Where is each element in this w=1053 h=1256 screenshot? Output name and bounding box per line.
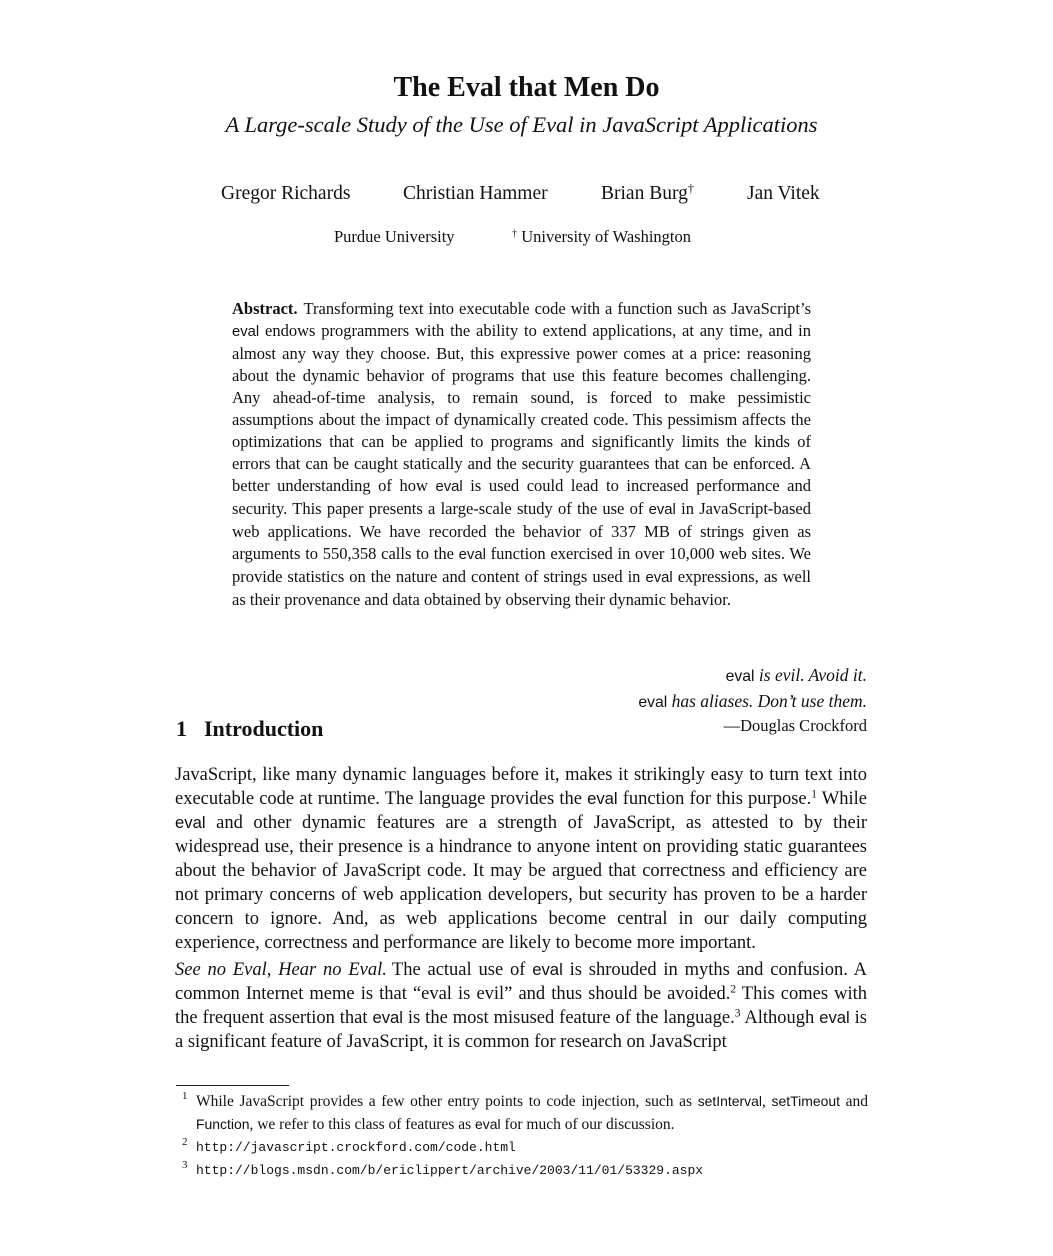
paragraph: [175, 763, 867, 955]
text-run: and: [839, 1093, 868, 1110]
code-term: eval: [645, 570, 673, 586]
footnote-rule: [176, 1085, 289, 1086]
paper-subtitle: A Large-scale Study of the Use of Eval in JavaScript Applications: [225, 112, 818, 137]
text-run: This comes with the frequent assertion that: [175, 984, 867, 1028]
code-term: setInterval: [697, 1093, 763, 1109]
affiliation: Purdue University: [334, 227, 455, 246]
footnote-mark: 3: [182, 1159, 188, 1171]
footnote-ref: 1: [811, 788, 817, 801]
code-term: eval: [175, 813, 206, 832]
code-term: eval: [458, 547, 486, 563]
epigraph-line: eval is evil. Avoid it.: [725, 665, 867, 685]
code-term: eval: [532, 960, 563, 979]
text-run: Transforming text into executable code with a function such as JavaScript’s: [303, 299, 811, 318]
text-run: JavaScript, like many dynamic languages before it, makes it strikingly easy to turn text into executable code at runtime. The language provides the: [175, 765, 867, 809]
url-text: http://blogs.msdn.com/b/ericlippert/archive/2003/11/01/53329.aspx: [196, 1163, 704, 1178]
footnote: [180, 1159, 868, 1182]
text-run: and other dynamic features are a strength of JavaScript, as attested to by their widespread use, their presence is a hindrance to anyone intent on providing static guarantees about the behavior of JavaScript code. It may be argued that correctness and efficiency are not primary concerns of web application developers, but security has proven to be a harder concern to ignore. And, as web applications become central in our daily computing experience, correctness and performance are likely to become more important.: [175, 813, 867, 953]
abstract: [232, 298, 811, 611]
footnote-mark: 2: [182, 1136, 188, 1148]
paragraph-runin-heading: See no Eval, Hear no Eval.: [175, 960, 387, 980]
code-term: eval: [475, 1116, 501, 1132]
code-term: eval: [587, 789, 618, 808]
footnote-ref: 2: [730, 983, 737, 996]
url-text: http://javascript.crockford.com/code.html: [196, 1140, 516, 1155]
section-number: 1: [176, 716, 187, 741]
text-run: expressions, as well as their provenance and data obtained by observing their dynamic behavior.: [232, 567, 811, 609]
footnote: [180, 1136, 868, 1159]
code-term: eval: [232, 324, 260, 340]
code-term: setTimeout: [771, 1093, 840, 1109]
paragraph: [175, 958, 867, 1054]
text-run: is shrouded in myths and confusion. A common Internet meme is that “eval is evil” and thus should be avoided.: [175, 960, 867, 1004]
text-run: for much of our discussion.: [500, 1116, 675, 1133]
footnote: [180, 1090, 868, 1136]
text-run: While JavaScript provides a few other entry points to code injection, such as: [196, 1093, 698, 1110]
affiliation: † University of Washington: [512, 227, 692, 246]
text-run: is the most misused feature of the language.: [402, 1008, 735, 1028]
text-run: function exercised in over 10,000 web sites. We provide statistics on the nature and content of strings used in: [232, 544, 811, 586]
text-run: While: [817, 789, 867, 809]
text-run: is a significant feature of JavaScript, it is common for research on JavaScript: [175, 1008, 867, 1052]
affiliation-mark: †: [687, 181, 694, 196]
code-term: eval: [435, 479, 463, 495]
code-term: eval: [648, 502, 676, 518]
text-run: ,: [762, 1093, 772, 1110]
author-name: Brian Burg†: [601, 181, 694, 204]
author-name: Jan Vitek: [747, 183, 820, 204]
epigraph-attribution: —Douglas Crockford: [723, 716, 867, 735]
text-run: in JavaScript-based web applications. We have recorded the behavior of 337 MB of strings given as arguments to 550,358 calls to the: [232, 499, 811, 563]
text-run: , we refer to this class of features as: [249, 1116, 475, 1133]
code-term: eval: [819, 1008, 850, 1027]
author-name: Christian Hammer: [403, 183, 548, 204]
code-term: Function: [196, 1116, 250, 1132]
section-body: [175, 763, 867, 1054]
affiliation-mark: †: [512, 228, 518, 240]
footnote-ref: 3: [734, 1007, 741, 1020]
paper-title: The Eval that Men Do: [393, 72, 660, 103]
text-run: The actual use of: [391, 960, 533, 980]
epigraph: [638, 663, 867, 737]
abstract-body: [232, 299, 811, 609]
author-name: Gregor Richards: [221, 183, 351, 204]
text-run: is used could lead to increased performance and security. This paper presents a large-scale study of the use of: [232, 476, 812, 518]
code-term: eval: [372, 1008, 403, 1027]
section-heading: [176, 714, 323, 744]
section-title: Introduction: [204, 716, 324, 741]
text-run: endows programmers with the ability to extend applications, at any time, and in almost any way they choose. But, this expressive power comes at a price: reasoning about the dynamic behavior of programs that use this feature becomes challenging. Any ahead-of-time analysis, to remain sound, is forced to make pessimistic assumptions about the impact of dynamically created code. This pessimism affects the optimizations that can be applied to programs and significantly limits the kinds of errors that can be caught statically and the security guarantees that can be enforced. A better understanding of how: [232, 321, 811, 495]
footnote-mark: 1: [182, 1090, 188, 1102]
text-run: Although: [740, 1008, 820, 1028]
abstract-label: Abstract.: [232, 299, 298, 318]
epigraph-line: eval has aliases. Don’t use them.: [638, 691, 867, 711]
footnotes: [180, 1090, 868, 1182]
text-run: function for this purpose.: [617, 789, 812, 809]
